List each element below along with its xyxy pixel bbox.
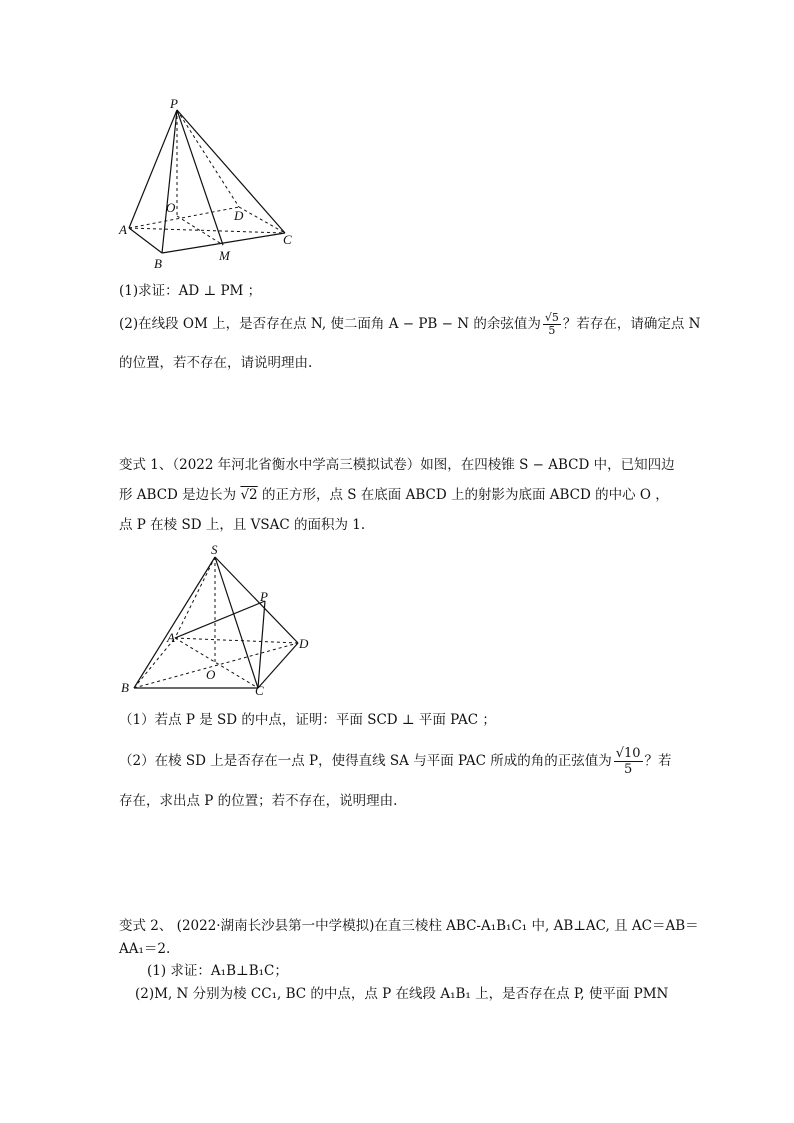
label-A2: A: [167, 630, 175, 645]
label-P2: P: [260, 589, 268, 604]
v1-q1: （1）若点 P 是 SD 的中点，证明：平面 SCD ⊥ 平面 PAC ；: [119, 712, 496, 728]
v1-line3: 点 P 在棱 SD 上，且 VSAC 的面积为 1.: [119, 517, 366, 533]
label-B2: B: [121, 680, 129, 695]
label-C2: C: [255, 683, 264, 698]
label-A: A: [119, 222, 127, 237]
label-D2: D: [299, 636, 309, 651]
pyramid-figure-1: [115, 95, 315, 275]
fraction-sqrt5-over-5: $\frac{√5}{5}$: [544, 311, 559, 337]
v2-line2: AA₁＝2.: [119, 941, 171, 957]
label-M: M: [219, 248, 230, 263]
q1-part2-cont: 的位置，若不存在，请说明理由.: [119, 355, 313, 371]
label-O: O: [166, 200, 176, 215]
q1-part2: [119, 312, 700, 337]
v1-line1: 变式 1、（2022 年河北省衡水中学高三模拟试卷）如图，在四棱锥 S − ABCD 中，已知四边: [119, 457, 675, 473]
q1-part2-tail: ？若存在，请确定点 N: [562, 316, 701, 332]
pyramid-figure-2: [115, 540, 325, 700]
v2-q1: (1) 求证：A₁B⊥B₁C；: [147, 963, 288, 979]
label-C: C: [283, 232, 292, 247]
v1-line2: 形 ABCD 是边长为 √2 的正方形，点 S 在底面 ABCD 上的射影为底面 ABCD 的中心 O ，: [119, 487, 669, 503]
sqrt2: √2: [240, 487, 258, 503]
v2-q2: (2)M, N 分别为棱 CC₁, BC 的中点，点 P 在线段 A₁B₁ 上，是否存在点 P, 使平面 PMN: [135, 986, 669, 1002]
v1-q2: （2）在棱 SD 上是否存在一点 P，使得直线 SA 与平面 PAC 所成的角的正弦值为 $\frac{√10}{5}$ ？若: [119, 746, 672, 777]
label-P: P: [170, 96, 178, 111]
q1-part2-text: (2)在线段 OM 上，是否存在点 N, 使二面角 A − PB − N 的余弦值为: [119, 316, 541, 332]
label-O2: O: [206, 667, 216, 682]
v2-line1: 变式 2、 (2022·湖南长沙县第一中学模拟)在直三棱柱 ABC-A₁B₁C₁ 中, AB⊥AC, 且 AC＝AB＝: [119, 918, 699, 934]
label-D: D: [234, 208, 244, 223]
fraction-sqrt10-over-5: $\frac{√10}{5}$: [615, 746, 641, 777]
label-S: S: [211, 542, 218, 557]
q1-part1: (1)求证：AD ⊥ PM ；: [119, 283, 262, 299]
label-B: B: [154, 256, 162, 271]
v1-q2-cont: 存在，求出点 P 的位置；若不存在，说明理由.: [119, 793, 398, 809]
v1-q2-text: （2）在棱 SD 上是否存在一点 P，使得直线 SA 与平面 PAC 所成的角的正弦值为: [119, 753, 612, 769]
